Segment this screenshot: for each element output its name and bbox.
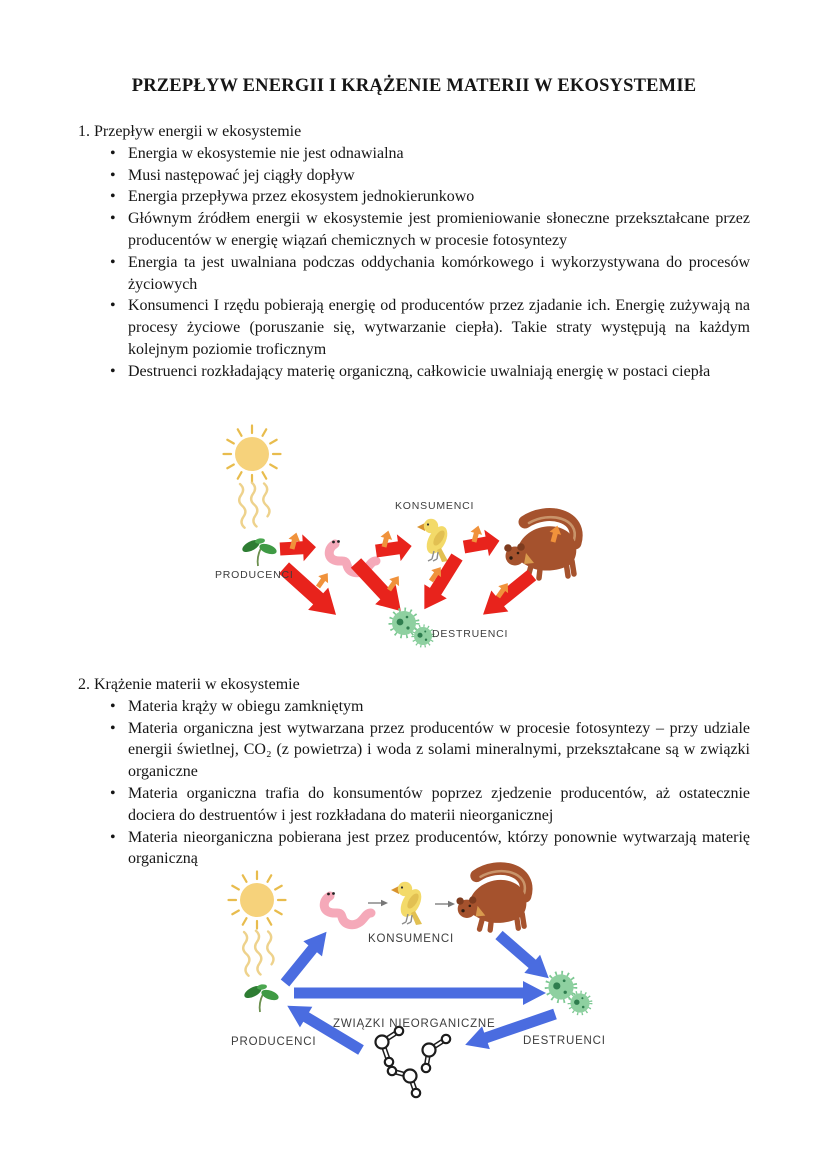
bullet-item: • Energia ta jest uwalniana podczas oddychania komórkowego i wykorzystywana do procesów życiowych [78, 252, 750, 296]
food-chain-arrow [462, 527, 502, 560]
consumers-to-decomposers-arrow [491, 926, 557, 987]
sunlight-rays-icon [238, 481, 271, 528]
bird-icon [417, 519, 452, 562]
bullet-item: • Energia w ekosystemie nie jest odnawialna [78, 143, 750, 165]
sunlight-rays-icon [242, 929, 275, 976]
section2-heading: 2. Krążenie materii w ekosystemie [78, 676, 300, 693]
section-matter-cycle [78, 674, 750, 870]
decomposer-microbe-icon [413, 626, 433, 646]
section2-bullet-list [78, 696, 750, 870]
bullet-item: • Konsumenci I rzędu pobierają energię od producentów przez zjadanie ich. Energię zużywają na procesy życiowe (poruszanie się, wytwarzanie ciepła). Takie straty występują na każdym kolejnym poziomie troficznym [78, 295, 750, 360]
section1-bullet-list [78, 143, 750, 383]
sun-icon [224, 426, 281, 483]
diagram1-label-producenci: PRODUCENCI [215, 569, 294, 581]
producer-plant-icon [242, 983, 280, 1012]
section1-heading: 1. Przepływ energii w ekosystemie [78, 123, 302, 140]
energy-flow-diagram [180, 418, 610, 668]
bullet-item: • Głównym źródłem energii w ekosystemie jest promieniowanie słoneczne przekształcane przez producentów w energię wiązań chemicznych w procesie fotosyntezy [78, 208, 750, 252]
to-decomposers-arrow [413, 550, 468, 616]
bullet-item: • Materia nieorganiczna pobierana jest przez producentów, którzy ponownie wytwarzają materię organiczną [78, 827, 750, 871]
section-energy-flow [78, 121, 750, 383]
matter-cycle-diagram [180, 862, 640, 1114]
decomposer-microbe-icon [547, 973, 575, 1001]
marten-icon [456, 869, 526, 931]
to-decomposers-arrow [274, 557, 346, 626]
diagram2-label-konsumenci: KONSUMENCI [368, 933, 454, 945]
bullet-item: • Energia przepływa przez ekosystem jednokierunkowo [78, 186, 750, 208]
diagram1-label-destruenci: DESTRUENCI [432, 628, 509, 640]
bullet-item: • Materia organiczna jest wytwarzana przez producentów w procesie fotosyntezy – przy udziale energii świetlnej, CO₂ (z powietrza) i woda z solami mineralnymi, przekształcane są w związki organiczne [78, 718, 750, 783]
diagram1-label-konsumenci: KONSUMENCI [395, 500, 475, 512]
marten-icon [504, 515, 576, 578]
producer-plant-icon [240, 537, 278, 566]
diagram2-label-producenci: PRODUCENCI [231, 1036, 317, 1048]
page-title: PRZEPŁYW ENERGII I KRĄŻENIE MATERII W EKOSYSTEMIE [131, 76, 697, 96]
diagram2-label-zwiazki-nieorganiczne: ZWIĄZKI NIEORGANICZNE [333, 1018, 496, 1030]
bullet-item: • Destruenci rozkładający materię organiczną, całkowicie uwalniają energię w postaci ciepła [78, 361, 750, 383]
bullet-item: • Musi następować jej ciągły dopływ [78, 165, 750, 187]
decomposer-microbe-icon [569, 992, 591, 1014]
producers-to-decomposers-arrow [294, 981, 546, 1005]
bullet-item: • Materia krąży w obiegu zamkniętym [78, 696, 750, 718]
inorganic-molecules-icon [376, 1027, 451, 1097]
to-decomposers-arrow [475, 565, 541, 626]
bird-icon [391, 882, 426, 925]
producers-to-consumers-arrow [276, 924, 336, 990]
diagram2-label-destruenci: DESTRUENCI [523, 1035, 606, 1047]
bullet-item: • Materia organiczna trafia do konsumentów poprzez zjedzenie producentów, aż ostatecznie dociera do destruentów i jest rozkładana do materii nieorganicznej [78, 783, 750, 827]
worm-icon [324, 892, 371, 925]
sun-icon [229, 872, 286, 929]
